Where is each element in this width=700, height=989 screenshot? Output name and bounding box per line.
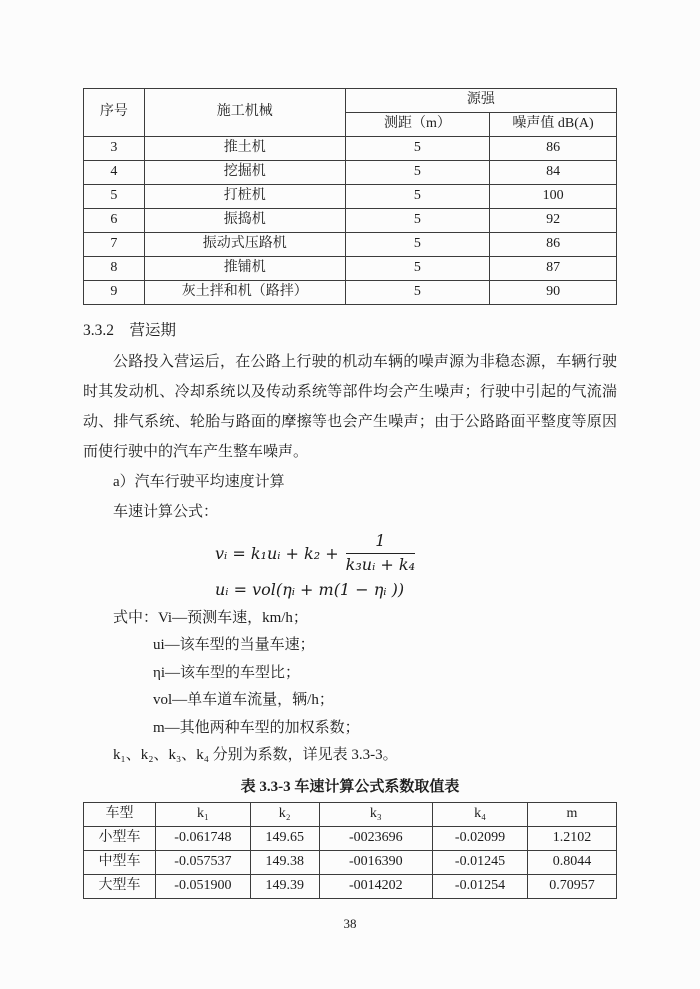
col-header-k1: k₁ — [155, 802, 250, 826]
table-row — [84, 826, 617, 850]
cell-no: 6 — [84, 209, 145, 233]
col-header-k2: k₂ — [250, 802, 319, 826]
cell-m: 0.70957 — [527, 874, 616, 898]
cell-distance: 5 — [345, 281, 489, 305]
cell-k1: -0.057537 — [155, 850, 250, 874]
col-header-source-strength: 源强 — [345, 89, 616, 113]
table-row — [84, 850, 617, 874]
table-header-row — [84, 89, 617, 113]
coefficients-note: k₁、k₂、k₃、k₄ 分别为系数，详见表 3.3-3。 — [113, 747, 398, 764]
table-header-row — [84, 802, 617, 826]
formula-v — [215, 531, 617, 576]
table-row — [84, 874, 617, 898]
cell-k4: -0.01245 — [433, 850, 528, 874]
cell-distance: 5 — [345, 185, 489, 209]
definition-line: ui—该车型的当量车速； — [153, 637, 315, 654]
definition-line: m—其他两种车型的加权系数； — [153, 719, 360, 736]
table-row — [84, 185, 617, 209]
cell-m: 0.8044 — [527, 850, 616, 874]
cell-distance: 5 — [345, 233, 489, 257]
col-header-distance: 测距（m） — [345, 113, 489, 137]
machinery-noise-table — [83, 88, 617, 305]
cell-vehicle-type: 小型车 — [84, 826, 156, 850]
cell-machine: 振捣机 — [144, 209, 345, 233]
cell-k1: -0.061748 — [155, 826, 250, 850]
cell-noise: 100 — [490, 185, 617, 209]
fraction-denominator: k₃uᵢ + k₄ — [345, 554, 415, 574]
table-row — [84, 209, 617, 233]
table-row — [84, 137, 617, 161]
col-header-m: m — [527, 802, 616, 826]
page-content — [83, 88, 617, 899]
formula-intro: 车速计算公式： — [113, 504, 219, 520]
cell-noise: 86 — [490, 233, 617, 257]
cell-noise: 86 — [490, 137, 617, 161]
coefficient-table — [83, 802, 617, 899]
definition-line: vol—单车道车流量，辆/h； — [153, 692, 334, 709]
cell-distance: 5 — [345, 209, 489, 233]
page-number: 38 — [343, 916, 357, 931]
symbol-definitions — [83, 605, 617, 770]
table-row — [84, 233, 617, 257]
cell-noise: 90 — [490, 281, 617, 305]
col-header-no: 序号 — [84, 89, 145, 137]
body-paragraph: 公路投入营运后，在公路上行驶的机动车辆的噪声源为非稳态源，车辆行驶时其发动机、冷却系统以及传动系统等部件均会产生噪声；行驶中引起的气流湍动、排气系统、轮胎与路面的摩擦等也会产生噪声；由于公路路面平整度等原因而使行驶中的汽车产生整车噪声。 — [83, 354, 617, 460]
cell-noise: 87 — [490, 257, 617, 281]
cell-noise: 92 — [490, 209, 617, 233]
cell-machine: 推铺机 — [144, 257, 345, 281]
col-header-k4: k₄ — [433, 802, 528, 826]
cell-k4: -0.01254 — [433, 874, 528, 898]
cell-machine: 打桩机 — [144, 185, 345, 209]
cell-k3: -0014202 — [319, 874, 433, 898]
cell-distance: 5 — [345, 137, 489, 161]
section-heading: 3.3.2 营运期 — [83, 322, 177, 339]
cell-distance: 5 — [345, 257, 489, 281]
cell-vehicle-type: 大型车 — [84, 874, 156, 898]
cell-no: 4 — [84, 161, 145, 185]
formula-u: uᵢ = vol(ηᵢ + m(1 − ηᵢ )) — [215, 579, 405, 599]
cell-machine: 灰土拌和机（路拌） — [144, 281, 345, 305]
speed-formula-block — [215, 531, 617, 599]
cell-noise: 84 — [490, 161, 617, 185]
cell-no: 7 — [84, 233, 145, 257]
fraction-numerator: 1 — [346, 531, 415, 554]
cell-machine: 推土机 — [144, 137, 345, 161]
cell-k2: 149.65 — [250, 826, 319, 850]
cell-k3: -0016390 — [319, 850, 433, 874]
cell-no: 3 — [84, 137, 145, 161]
col-header-noise: 噪声值 dB(A) — [490, 113, 617, 137]
table-row — [84, 161, 617, 185]
cell-m: 1.2102 — [527, 826, 616, 850]
cell-vehicle-type: 中型车 — [84, 850, 156, 874]
cell-k2: 149.38 — [250, 850, 319, 874]
definition-line: 式中：Vi—预测车速，km/h； — [113, 609, 308, 626]
cell-distance: 5 — [345, 161, 489, 185]
cell-k1: -0.051900 — [155, 874, 250, 898]
cell-machine: 挖掘机 — [144, 161, 345, 185]
definition-line: ηi—该车型的车型比； — [153, 664, 301, 681]
list-item-a: a）汽车行驶平均速度计算 — [113, 474, 285, 490]
cell-machine: 振动式压路机 — [144, 233, 345, 257]
cell-no: 8 — [84, 257, 145, 281]
cell-k3: -0023696 — [319, 826, 433, 850]
formula-fraction — [346, 531, 415, 576]
col-header-k3: k₃ — [319, 802, 433, 826]
table-row — [84, 257, 617, 281]
table-caption: 表 3.3-3 车速计算公式系数取值表 — [240, 778, 460, 795]
formula-v-left: vᵢ = k₁uᵢ + k₂ + — [215, 543, 339, 563]
cell-no: 5 — [84, 185, 145, 209]
table-row — [84, 281, 617, 305]
cell-no: 9 — [84, 281, 145, 305]
cell-k2: 149.39 — [250, 874, 319, 898]
col-header-machine: 施工机械 — [144, 89, 345, 137]
col-header-vehicle-type: 车型 — [84, 802, 156, 826]
cell-k4: -0.02099 — [433, 826, 528, 850]
